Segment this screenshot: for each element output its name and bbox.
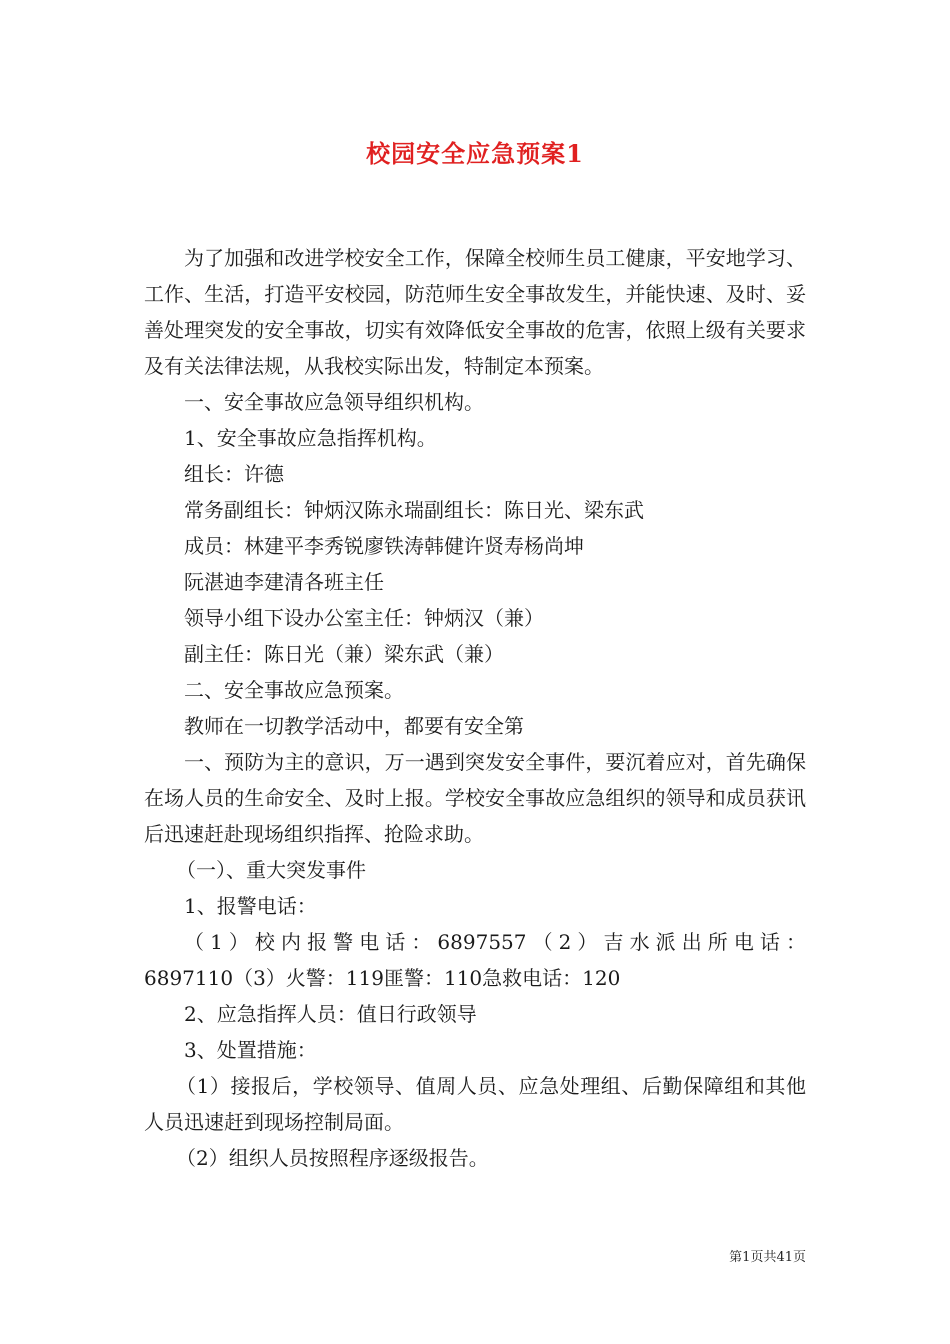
measure-1: （1）接报后，学校领导、值周人员、应急处理组、后勤保障组和其他人员迅速赶到现场控制局面。	[144, 1074, 806, 1134]
alarm-phones-line-1: （1）校内报警电话：6897557（2）吉水派出所电话：	[184, 930, 806, 954]
document-body	[144, 240, 806, 1176]
page-title: 校园安全应急预案1	[366, 139, 584, 168]
measure-2: （2）组织人员按照程序逐级报告。	[176, 1146, 489, 1170]
command-personnel-line: 2、应急指挥人员：值日行政领导	[184, 1002, 477, 1026]
section-heading-1: 一、安全事故应急领导组织机构。	[184, 390, 484, 414]
leader-line: 组长：许德	[184, 462, 284, 486]
deputy-leader-line: 常务副组长：钟炳汉陈永瑞副组长：陈日光、梁东武	[184, 498, 644, 522]
teacher-safety-line: 教师在一切教学活动中，都要有安全第	[184, 714, 524, 738]
major-incident-heading: （一）、重大突发事件	[176, 858, 366, 882]
intro-paragraph: 为了加强和改进学校安全工作，保障全校师生员工健康，平安地学习、工作、生活，打造平安校园，防范师生安全事故发生，并能快速、及时、妥善处理突发的安全事故，切实有效降低安全事故的危害，依照上级有关要求及有关法律法规，从我校实际出发，特制定本预案。	[144, 246, 806, 378]
alarm-phones-line-2: 6897110（3）火警：119匪警：110急救电话：120	[144, 966, 621, 990]
section-heading-2: 二、安全事故应急预案。	[184, 678, 404, 702]
page-number: 第1页共41页	[729, 1250, 806, 1265]
members-line: 成员：林建平李秀锐廖铁涛韩健许贤寿杨尚坤	[184, 534, 584, 558]
subsection-heading: 1、安全事故应急指挥机构。	[184, 426, 437, 450]
members-line-cont: 阮湛迪李建清各班主任	[184, 570, 384, 594]
measures-heading: 3、处置措施：	[184, 1038, 317, 1062]
alarm-phone-heading: 1、报警电话：	[184, 894, 317, 918]
office-director-line: 领导小组下设办公室主任：钟炳汉（兼）	[184, 606, 544, 630]
deputy-director-line: 副主任：陈日光（兼）梁东武（兼）	[184, 642, 504, 666]
prevention-paragraph: 一、预防为主的意识，万一遇到突发安全事件，要沉着应对，首先确保在场人员的生命安全、及时上报。学校安全事故应急组织的领导和成员获讯后迅速赶赴现场组织指挥、抢险求助。	[144, 750, 806, 846]
